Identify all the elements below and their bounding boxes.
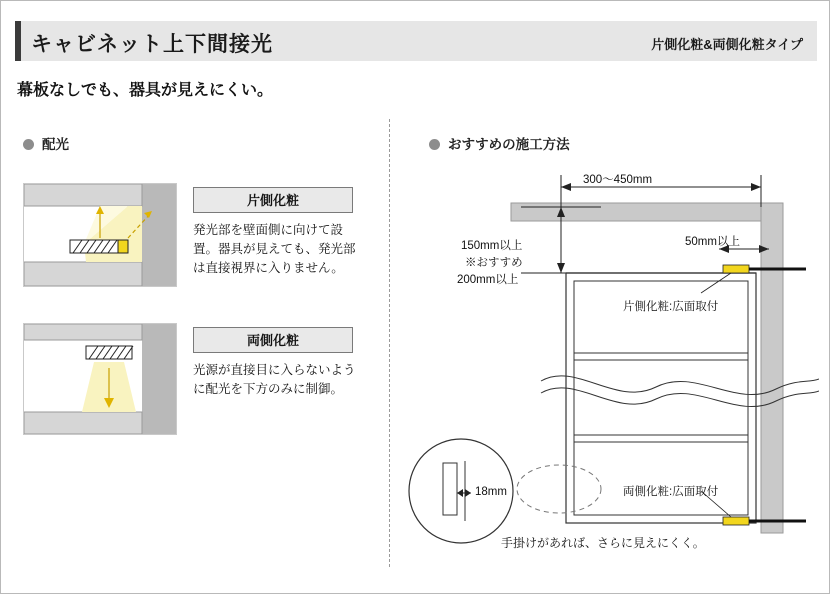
bullet-dot-icon <box>23 139 34 150</box>
page-title: キャビネット上下間接光 <box>31 33 273 56</box>
dimension-detail-18mm: 18mm <box>475 486 507 498</box>
bottom-note: 手掛けがあれば、さらに見えにくく。 <box>501 536 705 550</box>
label-one-side: 片側化粧 <box>193 187 353 213</box>
bullet-dot-icon <box>429 139 440 150</box>
description-one-side: 発光部を壁面側に向けて設置。器具が見えても、発光部は直接視界に入りません。 <box>193 223 356 275</box>
illustration-both-side <box>23 323 177 435</box>
dimension-left-line1: 150mm以上 <box>461 240 523 252</box>
illustration-one-side-svg <box>24 184 176 286</box>
callout-both-side-mount: 両側化粧:広面取付 <box>623 486 719 498</box>
label-both-side: 両側化粧 <box>193 327 353 353</box>
dimension-left-line3: 200mm以上 <box>457 274 519 286</box>
section-heading-installation <box>429 133 570 153</box>
dimension-top: 300〜450mm <box>583 174 653 186</box>
dimension-left-line2: ※おすすめ <box>465 257 523 269</box>
section-heading-distribution-label: 配光 <box>42 137 69 152</box>
section-heading-distribution <box>23 133 69 153</box>
callout-one-side-mount: 片側化粧:広面取付 <box>623 301 719 313</box>
section-heading-installation-label: おすすめの施工方法 <box>448 137 570 152</box>
lead-text: 幕板なしでも、器具が見えにくい。 <box>17 82 274 99</box>
vertical-divider <box>389 119 390 567</box>
description-both-side: 光源が直接目に入らないように配光を下方のみに制御。 <box>193 363 356 396</box>
dimension-right: 50mm以上 <box>685 236 740 248</box>
header-subtitle: 片側化粧&両側化粧タイプ <box>651 37 803 52</box>
illustration-both-side-svg <box>24 324 176 434</box>
illustration-one-side <box>23 183 177 287</box>
installation-diagram <box>401 161 819 561</box>
installation-diagram-svg <box>401 161 819 561</box>
